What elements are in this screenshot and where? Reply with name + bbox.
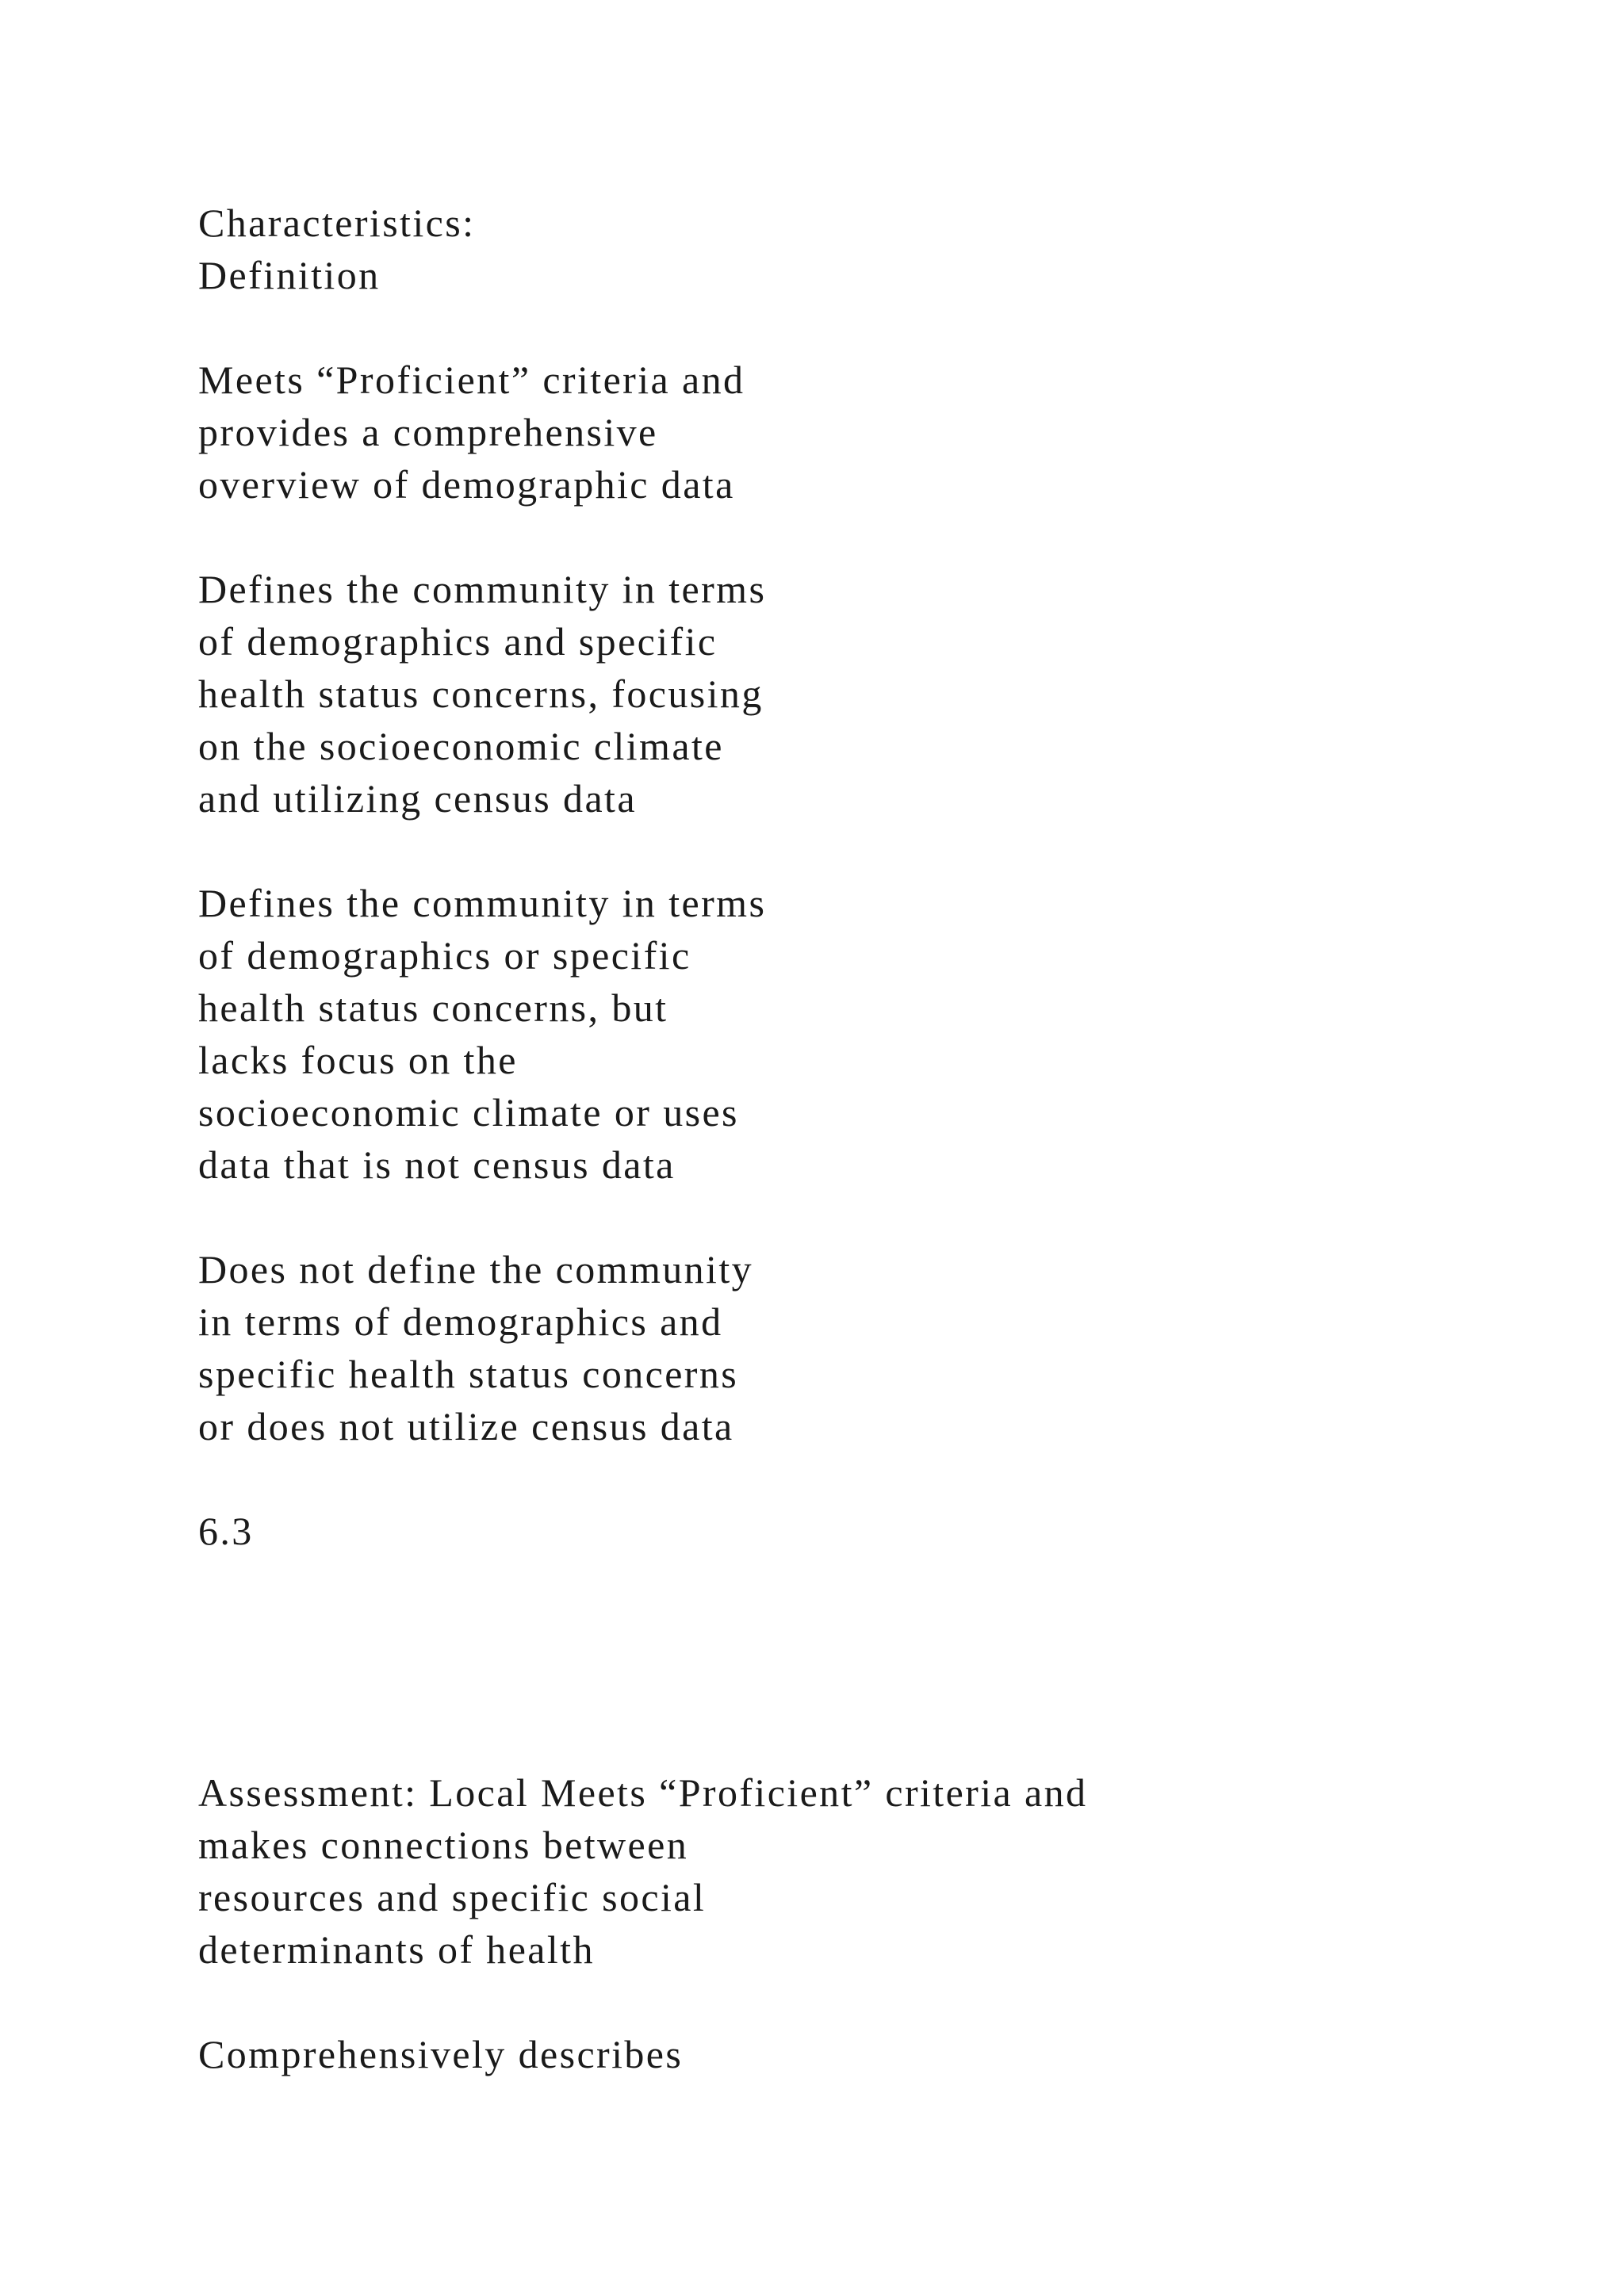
text-line: Characteristics: [198, 201, 476, 245]
text-line: Comprehensively describes [198, 2032, 684, 2076]
text-line: lacks focus on the [198, 1038, 518, 1082]
text-line: in terms of demographics and [198, 1299, 723, 1344]
text-line: of demographics and specific [198, 619, 718, 664]
text-line: health status concerns, focusing [198, 672, 764, 716]
text-line: 6.3 [198, 1509, 254, 1553]
text-line: data that is not census data [198, 1142, 676, 1187]
text-line: Defines the community in terms [198, 567, 767, 611]
text-line: overview of demographic data [198, 462, 735, 507]
text-line: on the socioeconomic climate [198, 724, 724, 768]
text-line: specific health status concerns [198, 1352, 739, 1396]
text-line: Meets “Proficient” criteria and [198, 358, 745, 402]
text-line: determinants of health [198, 1927, 595, 1972]
text-line: or does not utilize census data [198, 1404, 734, 1448]
text-line: resources and specific social [198, 1875, 707, 1919]
text-line: provides a comprehensive [198, 410, 658, 454]
text-line: and utilizing census data [198, 776, 637, 821]
text-line: socioeconomic climate or uses [198, 1090, 739, 1135]
text-line: of demographics or specific [198, 933, 691, 978]
text-line: health status concerns, but [198, 985, 668, 1030]
text-line: makes connections between [198, 1823, 689, 1867]
text-line: Assessment: Local Meets “Proficient” criteria and [198, 1770, 1088, 1815]
text-line: Definition [198, 253, 381, 297]
text-line: Defines the community in terms [198, 881, 767, 925]
text-line: Does not define the community [198, 1247, 754, 1292]
